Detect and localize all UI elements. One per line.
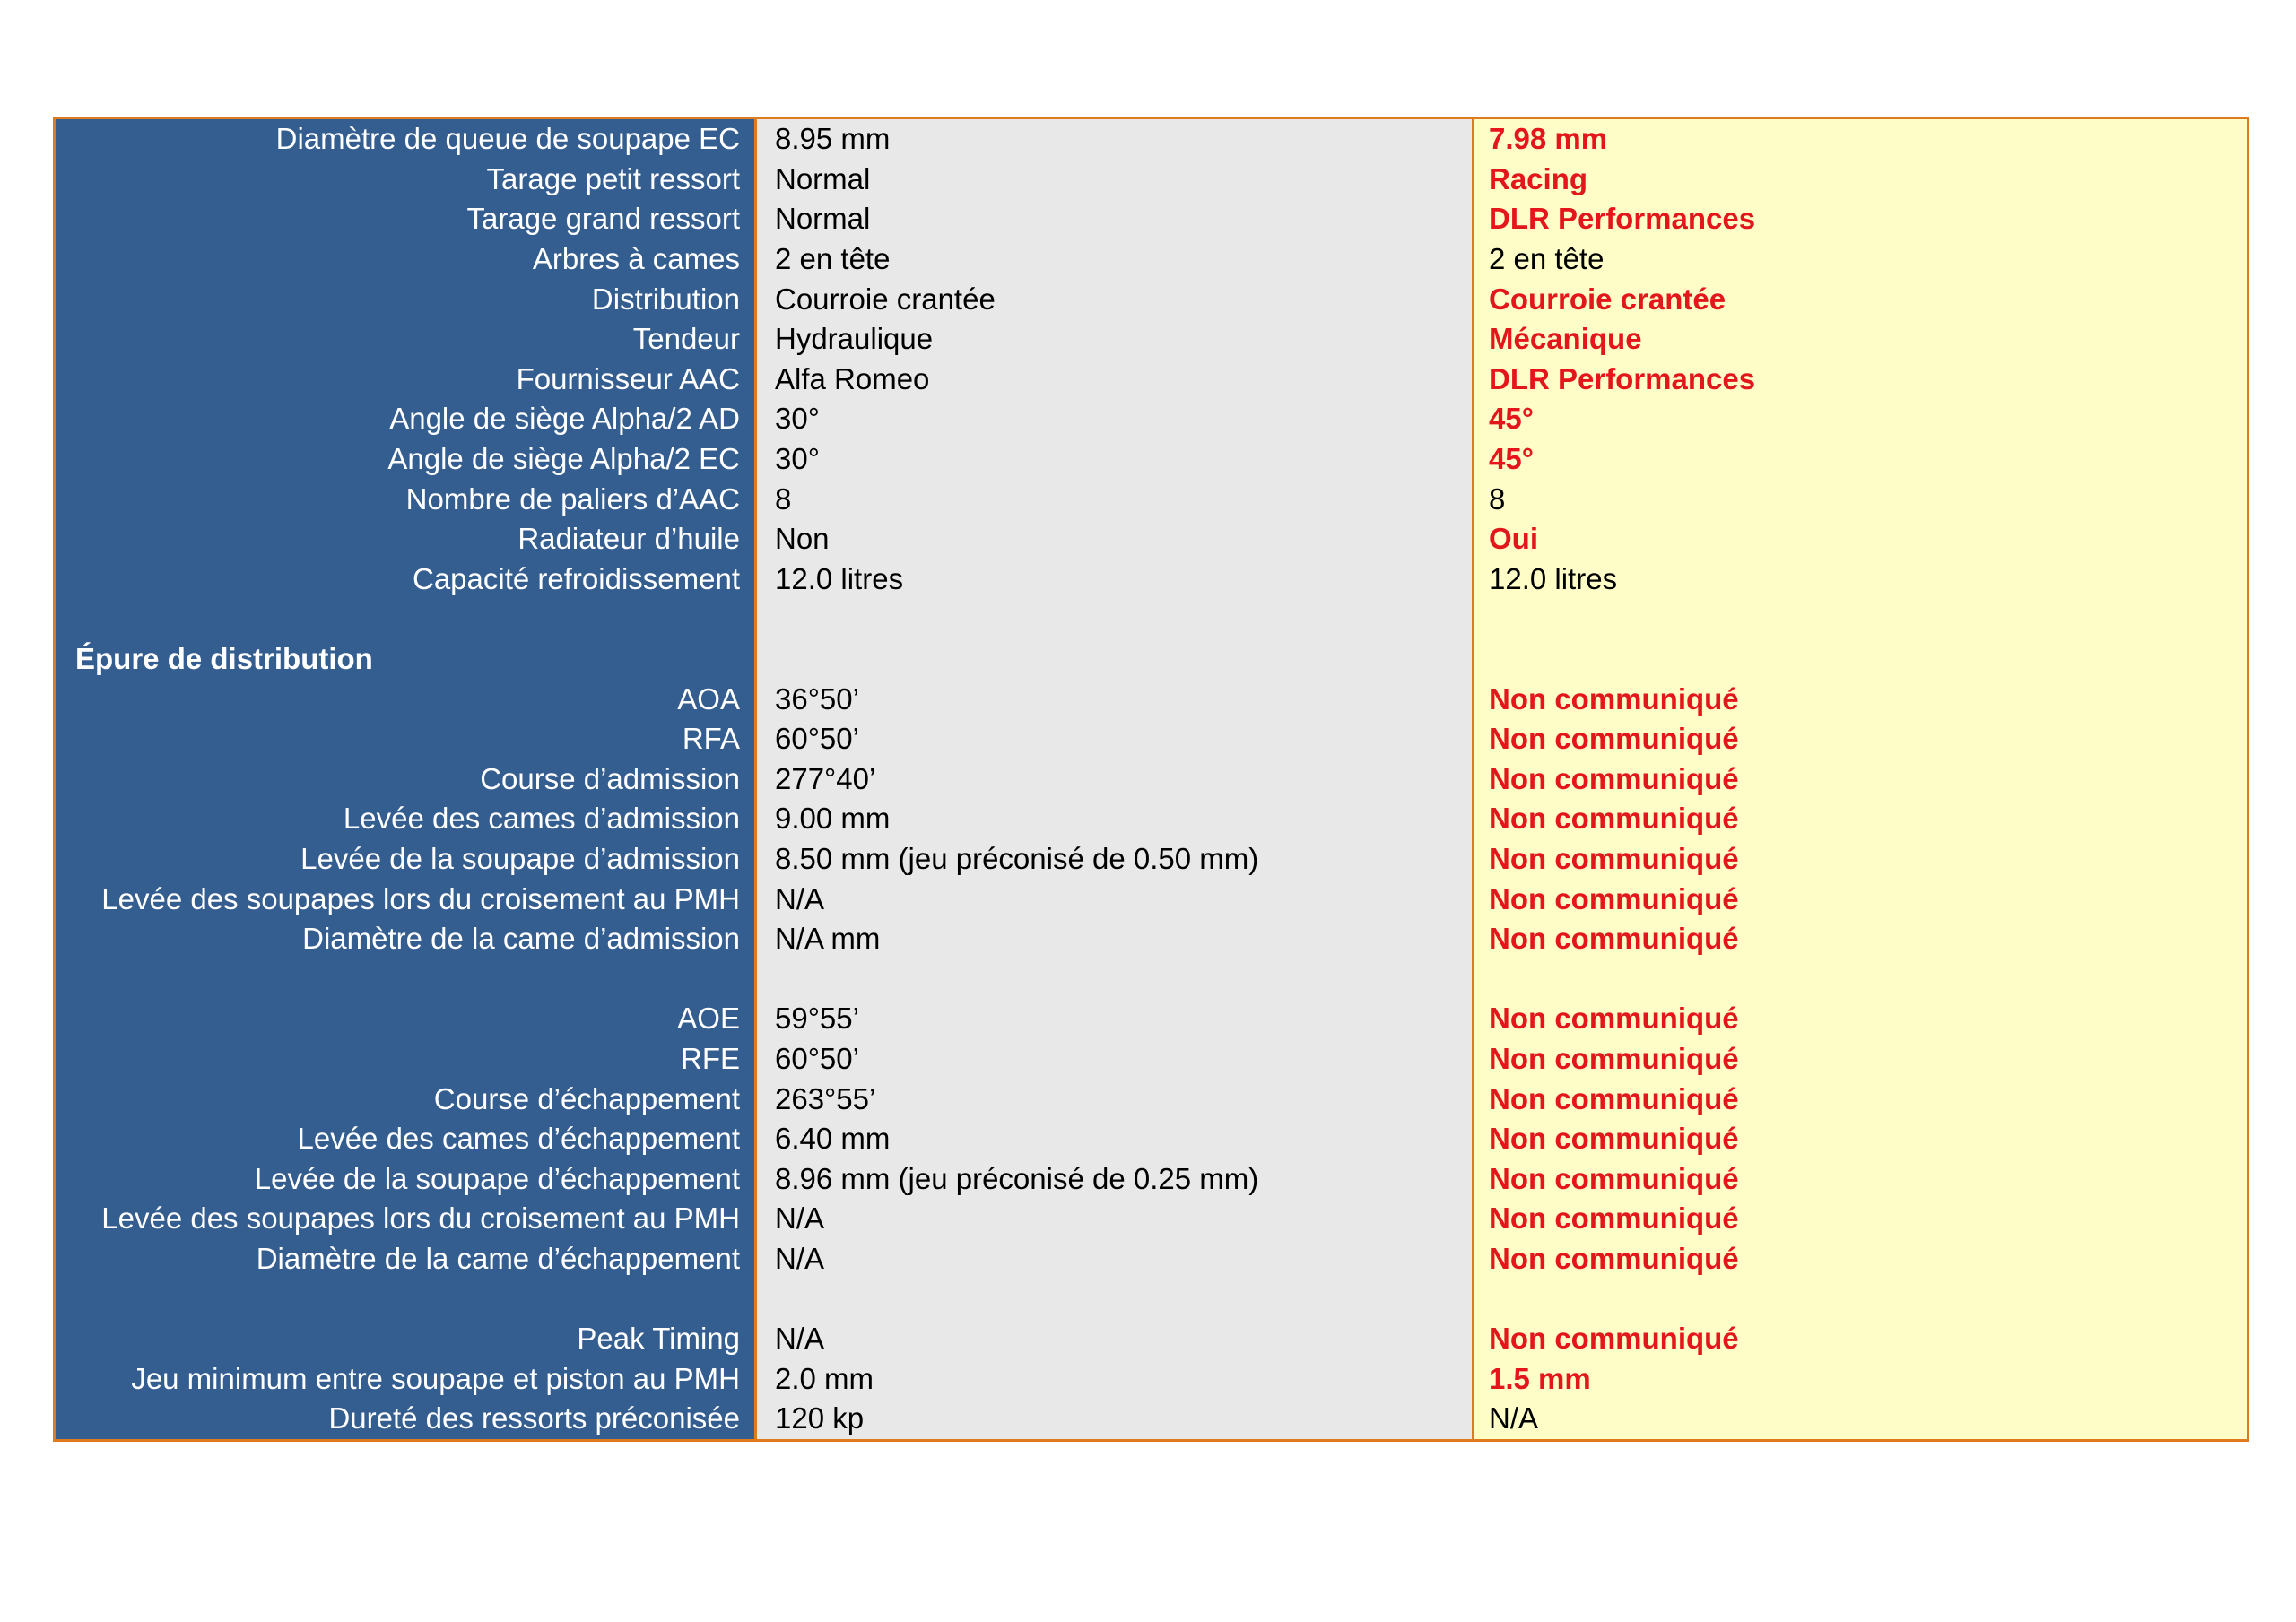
spec-label: RFE xyxy=(55,1039,756,1080)
stock-value: Non xyxy=(756,519,1474,559)
modified-value: Non communiqué xyxy=(1474,879,2248,919)
modified-value: Non communiqué xyxy=(1474,679,2248,719)
spacer-row xyxy=(55,958,2248,999)
modified-value: Non communiqué xyxy=(1474,1199,2248,1239)
stock-value: 8 xyxy=(756,479,1474,519)
spec-row xyxy=(55,239,2248,280)
spec-table-body xyxy=(55,118,2248,1441)
section-title: Épure de distribution xyxy=(55,639,756,680)
spec-row xyxy=(55,439,2248,480)
spec-row xyxy=(55,118,2248,160)
spec-row xyxy=(55,719,2248,759)
spec-label: AOA xyxy=(55,679,756,719)
tuned-value: 2 en tête xyxy=(1474,239,2248,280)
modified-value: Non communiqué xyxy=(1474,759,2248,800)
spec-row xyxy=(55,879,2248,919)
spec-label: Fournisseur AAC xyxy=(55,360,756,400)
tuned-value: 8 xyxy=(1474,479,2248,519)
spec-row xyxy=(55,1319,2248,1359)
spec-row xyxy=(55,399,2248,439)
modified-value: Non communiqué xyxy=(1474,1079,2248,1119)
spec-label: Tarage petit ressort xyxy=(55,160,756,200)
tuned-value xyxy=(1474,958,2248,999)
spec-row xyxy=(55,519,2248,559)
stock-value: N/A xyxy=(756,1199,1474,1239)
spec-row xyxy=(55,1079,2248,1119)
stock-value: 8.95 mm xyxy=(756,118,1474,160)
tuned-value: N/A xyxy=(1474,1399,2248,1440)
stock-value: 2 en tête xyxy=(756,239,1474,280)
spec-row xyxy=(55,919,2248,959)
spec-label: Angle de siège Alpha/2 AD xyxy=(55,399,756,439)
stock-value xyxy=(756,599,1474,639)
spec-label: Levée des cames d’admission xyxy=(55,799,756,839)
stock-value: Courroie crantée xyxy=(756,279,1474,319)
spec-row xyxy=(55,1119,2248,1159)
stock-value: 2.0 mm xyxy=(756,1358,1474,1399)
spec-label: Diamètre de la came d’admission xyxy=(55,919,756,959)
modified-value: 45° xyxy=(1474,399,2248,439)
modified-value: Oui xyxy=(1474,519,2248,559)
spec-label xyxy=(55,1279,756,1319)
spec-row xyxy=(55,160,2248,200)
spec-row xyxy=(55,559,2248,600)
spec-row xyxy=(55,1158,2248,1199)
modified-value: Non communiqué xyxy=(1474,999,2248,1039)
stock-value: N/A xyxy=(756,879,1474,919)
spacer-row xyxy=(55,1279,2248,1319)
stock-value xyxy=(756,639,1474,680)
spec-label: Course d’échappement xyxy=(55,1079,756,1119)
stock-value: 8.50 mm (jeu préconisé de 0.50 mm) xyxy=(756,839,1474,880)
tuned-value xyxy=(1474,1279,2248,1319)
spec-row xyxy=(55,1358,2248,1399)
modified-value: Non communiqué xyxy=(1474,919,2248,959)
stock-value: Alfa Romeo xyxy=(756,360,1474,400)
stock-value: 6.40 mm xyxy=(756,1119,1474,1159)
spec-row xyxy=(55,839,2248,880)
modified-value: Racing xyxy=(1474,160,2248,200)
spec-label: Dureté des ressorts préconisée xyxy=(55,1399,756,1440)
modified-value: Non communiqué xyxy=(1474,719,2248,759)
stock-value: 120 kp xyxy=(756,1399,1474,1440)
modified-value: Non communiqué xyxy=(1474,839,2248,880)
spec-label: Capacité refroidissement xyxy=(55,559,756,600)
stock-value: 59°55’ xyxy=(756,999,1474,1039)
stock-value: 60°50’ xyxy=(756,1039,1474,1080)
spec-label: Diamètre de la came d’échappement xyxy=(55,1239,756,1279)
spec-label: Diamètre de queue de soupape EC xyxy=(55,118,756,160)
section-header-row xyxy=(55,639,2248,680)
modified-value: Non communiqué xyxy=(1474,1119,2248,1159)
stock-value: 30° xyxy=(756,399,1474,439)
spec-row xyxy=(55,1239,2248,1279)
spec-label: Levée des cames d’échappement xyxy=(55,1119,756,1159)
tuned-value xyxy=(1474,599,2248,639)
stock-value: 263°55’ xyxy=(756,1079,1474,1119)
spec-label: AOE xyxy=(55,999,756,1039)
stock-value: 277°40’ xyxy=(756,759,1474,800)
modified-value: DLR Performances xyxy=(1474,199,2248,239)
spec-comparison-table xyxy=(53,117,2249,1442)
spec-label: Levée de la soupape d’échappement xyxy=(55,1158,756,1199)
modified-value: 7.98 mm xyxy=(1474,118,2248,160)
stock-value: Hydraulique xyxy=(756,319,1474,360)
modified-value: Non communiqué xyxy=(1474,1039,2248,1080)
spec-label: Levée de la soupape d’admission xyxy=(55,839,756,880)
stock-value: 12.0 litres xyxy=(756,559,1474,600)
stock-value: 8.96 mm (jeu préconisé de 0.25 mm) xyxy=(756,1158,1474,1199)
stock-value: N/A xyxy=(756,1239,1474,1279)
spec-label: Tendeur xyxy=(55,319,756,360)
stock-value xyxy=(756,1279,1474,1319)
stock-value: 36°50’ xyxy=(756,679,1474,719)
spec-label: Peak Timing xyxy=(55,1319,756,1359)
modified-value: 45° xyxy=(1474,439,2248,480)
modified-value: Non communiqué xyxy=(1474,799,2248,839)
spec-label: Radiateur d’huile xyxy=(55,519,756,559)
spec-row xyxy=(55,479,2248,519)
spec-row xyxy=(55,759,2248,800)
stock-value: N/A xyxy=(756,1319,1474,1359)
spec-label: Nombre de paliers d’AAC xyxy=(55,479,756,519)
spec-row xyxy=(55,1199,2248,1239)
stock-value: Normal xyxy=(756,199,1474,239)
modified-value: DLR Performances xyxy=(1474,360,2248,400)
spec-row xyxy=(55,199,2248,239)
spec-label xyxy=(55,599,756,639)
spacer-row xyxy=(55,599,2248,639)
tuned-value: 12.0 litres xyxy=(1474,559,2248,600)
spec-label xyxy=(55,958,756,999)
tuned-value xyxy=(1474,639,2248,680)
modified-value: Non communiqué xyxy=(1474,1239,2248,1279)
stock-value: 9.00 mm xyxy=(756,799,1474,839)
modified-value: Mécanique xyxy=(1474,319,2248,360)
modified-value: Non communiqué xyxy=(1474,1158,2248,1199)
stock-value: 30° xyxy=(756,439,1474,480)
spec-label: Jeu minimum entre soupape et piston au PMH xyxy=(55,1358,756,1399)
spec-label: Tarage grand ressort xyxy=(55,199,756,239)
modified-value: 1.5 mm xyxy=(1474,1358,2248,1399)
spec-row xyxy=(55,319,2248,360)
spec-label: RFA xyxy=(55,719,756,759)
spec-row xyxy=(55,1039,2248,1080)
spec-label: Levée des soupapes lors du croisement au PMH xyxy=(55,1199,756,1239)
stock-value: Normal xyxy=(756,160,1474,200)
spec-row xyxy=(55,360,2248,400)
stock-value xyxy=(756,958,1474,999)
spec-row xyxy=(55,679,2248,719)
spec-label: Angle de siège Alpha/2 EC xyxy=(55,439,756,480)
stock-value: 60°50’ xyxy=(756,719,1474,759)
spec-label: Course d’admission xyxy=(55,759,756,800)
spec-row xyxy=(55,999,2248,1039)
spec-row xyxy=(55,279,2248,319)
spec-row xyxy=(55,799,2248,839)
stock-value: N/A mm xyxy=(756,919,1474,959)
modified-value: Courroie crantée xyxy=(1474,279,2248,319)
spec-label: Distribution xyxy=(55,279,756,319)
spec-row xyxy=(55,1399,2248,1440)
spec-label: Arbres à cames xyxy=(55,239,756,280)
modified-value: Non communiqué xyxy=(1474,1319,2248,1359)
spec-label: Levée des soupapes lors du croisement au PMH xyxy=(55,879,756,919)
